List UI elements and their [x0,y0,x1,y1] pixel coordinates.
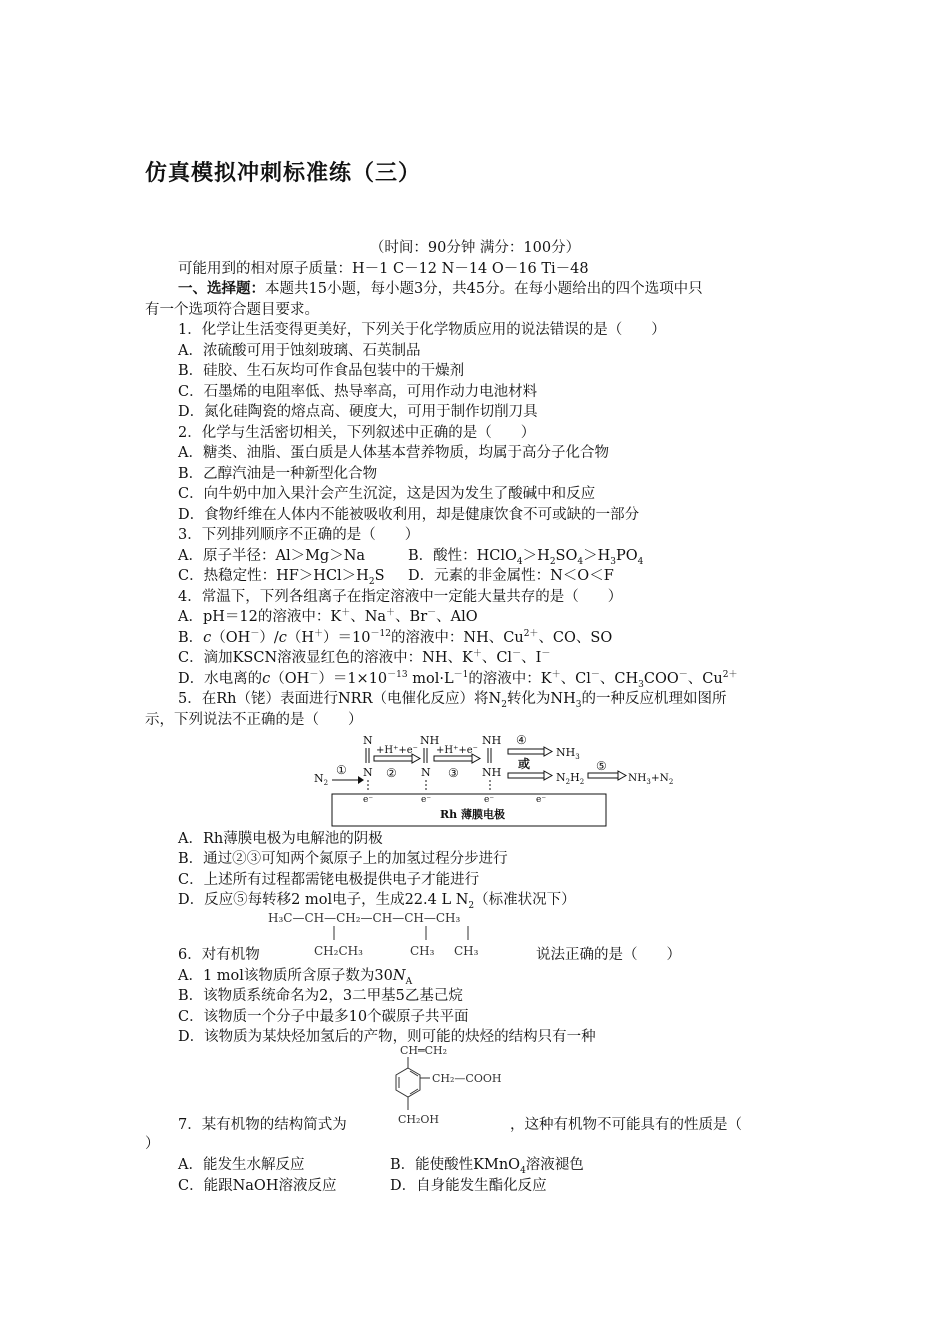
q4-b-sup: ＋ [314,629,324,640]
q4-option-d [178,669,737,689]
step1-label: ① [336,763,347,777]
q6-option-c: C．该物质一个分子中最多10个碳原子共平面 [178,1009,469,1025]
q6-a-text: A．1 mol该物质所含原子数为30 [178,968,393,984]
q5-stem-sub: 2 [501,699,507,710]
rh-electrode-label: Rh 薄膜电极 [440,808,505,821]
q4-a-text: A．pH＝12的溶液中：K [178,609,342,625]
q4-c-text: 、Cl [481,650,513,666]
q4-b-sup: －12 [370,629,391,640]
q4-a-text: 、Br [395,609,428,625]
q4-d-sub: 3 [638,679,644,690]
q4-b-italic: c [278,630,287,646]
q7-stem-c: ） [145,1136,160,1152]
q7-stem-b: ，这种有机物不可能具有的性质是（ [510,1117,742,1133]
step2-reagent: +H⁺+e⁻ [376,745,418,756]
q3-option-b [408,546,643,566]
q2-option-d: D．食物纤维在人体内不能被吸收利用，却是健康饮食不可或缺的一部分 [178,507,640,523]
q4-d-text: 的溶液中：K [468,671,552,687]
q4-d-sup: －13 [387,670,408,681]
q4-b-italic: c [203,630,212,646]
q7-option-a: A．能发生水解反应 [178,1157,305,1173]
q6-option-b: B．该物质系统命名为2，3二甲基5乙基己烷 [178,988,463,1004]
section-text-a: 本题共15小题，每小题3分，共45分。在每小题给出的四个选项中只 [265,281,703,297]
q6-stem-b: 说法正确的是（ ） [536,947,681,963]
q4-b-text: 的溶液中：NH、Cu [390,630,524,646]
q3-b-sub: 4 [637,556,644,567]
q3-option-a: A．原子半径：Al＞Mg＞Na [178,548,366,564]
q3-b-text: PO [616,548,638,564]
benzene-ring [396,1068,420,1097]
step2-label: ② [386,766,397,780]
q5-stem-line2: 示，下列说法不正确的是（ ） [145,712,363,728]
q3-option-c [178,566,385,586]
q4-b-text: （OH [211,630,251,646]
q1-option-c: C．石墨烯的电阻率低、热导率高，可用作动力电池材料 [178,384,538,400]
q7-vinyl-group: CH═CH₂ [400,1044,448,1057]
q3-b-text: ＞H [583,548,611,564]
q4-c-sup: ＋ [472,649,482,660]
q7-b-text: 溶液褪色 [525,1157,584,1173]
q4-b-text: 、CO、SO [538,630,613,646]
q3-b-sub: 2 [549,556,556,567]
q4-d-sup: －1 [453,670,469,681]
q4-b-text: B． [178,630,204,646]
q3-b-text: SO [555,548,578,564]
q4-d-text: 、CH [599,671,639,687]
step3-reagent: +H⁺+e⁻ [436,745,478,756]
nrr-mechanism-diagram [310,730,680,830]
q3-b-sub: 4 [516,556,523,567]
nh-top2: NH [482,734,502,747]
step4-label: ④ [516,733,527,747]
step5-arrow [588,771,626,780]
q5-d-sub: 2 [468,900,475,911]
q4-b-text: ）/ [259,630,279,646]
q5-stem-text: 5．在Rh（铑）表面进行NRR（电催化反应）将N [178,691,502,707]
q4-b-text: ）＝10 [323,630,371,646]
q6-option-d: D．该物质为某炔烃加氢后的产物，则可能的炔烃的结构只有一种 [178,1029,596,1045]
q4-option-b [178,628,612,648]
q7-option-d: D．自身能发生酯化反应 [390,1178,547,1194]
q4-c-text: C．滴加KSCN溶液显红色的溶液中：NH、K [178,650,473,666]
q6-sub-ethyl: CH₂CH₃ [314,944,363,958]
electron-4: e⁻ [536,795,547,805]
q4-c-text: 、I [521,650,542,666]
q6-stem-a: 6．对有机物 [178,947,260,963]
q3-b-sub: 3 [610,556,616,567]
q3-b-text: ＞H [522,548,550,564]
q5-option-c: C．上述所有过程都需铑电极提供电子才能进行 [178,872,480,888]
q6-sub-methyl2: CH₃ [454,944,479,958]
q6-structure [268,906,538,966]
q4-d-text: COO [643,671,679,687]
q4-d-sup: － [590,670,600,681]
q5-option-b: B．通过②③可知两个氮原子上的加氢过程分步进行 [178,851,508,867]
q5-stem-line1 [178,689,727,709]
nh-bottom: NH [482,766,502,779]
q4-d-text: mol·L [407,671,454,687]
nh-top: NH [420,734,440,747]
q4-stem: 4．常温下，下列各组离子在指定溶液中一定能大量共存的是（ ） [178,589,623,605]
q6-a-italic: N [392,968,406,984]
q2-option-b: B．乙醇汽油是一种新型化合物 [178,466,378,482]
step1-arrow [332,776,364,784]
q6-option-a [178,966,412,986]
q4-d-text: D．水电离的 [178,671,263,687]
nh3-product: $NH_3$ [556,746,580,761]
q5-option-a: A．Rh薄膜电极为电解池的阴极 [178,831,383,847]
q3-b-sub: 4 [577,556,584,567]
electron-1: e⁻ [363,795,374,805]
atomic-masses: 可能用到的相对原子质量：H－1 C－12 N－14 O－16 Ti－48 [178,261,589,277]
q7-b-sub: 4 [520,1165,526,1176]
q4-d-text: （OH [270,671,310,687]
n-top: N [363,734,373,747]
q7-structure [392,1042,522,1132]
q4-d-text: 、Cu [687,671,723,687]
q4-a-text: 、AlO [436,609,478,625]
q7-option-b [390,1155,584,1175]
q4-c-sup: － [512,649,522,660]
q4-b-text: （H [286,630,315,646]
q5-stem-sub: 3 [575,699,582,710]
n-bottom: N [363,766,373,779]
q6-main-chain: H₃C—CH—CH₂—CH—CH—CH₃ [268,911,461,925]
or-label: 或 [518,757,531,771]
q3-c-text: C．热稳定性：HF＞HCl＞H [178,568,369,584]
q2-option-c: C．向牛奶中加入果汁会产生沉淀，这是因为发生了酸碱中和反应 [178,486,596,502]
step5-label: ⑤ [596,759,607,773]
q4-option-c [178,648,550,668]
q5-d-text: D．反应⑤每转移2 mol电子，生成22.4 L N [178,892,469,908]
q3-option-d: D．元素的非金属性：N＜O＜F [408,568,614,584]
final-products: $NH_3+N_2$ [628,772,674,786]
electron-2: e⁻ [421,795,432,805]
q3-stem: 3．下列排列顺序不正确的是（ ） [178,527,420,543]
q2-option-a: A．糖类、油脂、蛋白质是人体基本营养物质，均属于高分子化合物 [178,445,609,461]
q7-stem-a: 7．某有机物的结构简式为 [178,1117,347,1133]
q3-c-text: S [374,568,385,584]
q4-d-sup: － [309,670,319,681]
q7-acid-group: CH₂—COOH [432,1072,502,1085]
q4-d-italic: c [262,671,271,687]
q4-b-sup: 2＋ [523,629,539,640]
time-info: （时间：90分钟 满分：100分） [369,240,581,256]
q2-stem: 2．化学与生活密切相关，下列叙述中正确的是（ ） [178,425,536,441]
q4-a-sup: － [427,608,437,619]
step4-arrow [508,747,552,756]
q4-d-sup: ＋ [551,670,561,681]
section-heading [178,279,703,299]
q4-b-sup: － [250,629,260,640]
q3-b-text: B．酸性：HClO [408,548,517,564]
electron-3: e⁻ [484,795,495,805]
n-mid: N [421,766,431,779]
q6-sub-methyl1: CH₃ [410,944,435,958]
q4-a-text: 、Na [350,609,387,625]
page-title: 仿真模拟冲刺标准练（三） [145,160,422,186]
section-text-b: 有一个选项符合题目要求。 [145,302,319,318]
section-label: 一、选择题： [178,280,265,297]
step3-label: ③ [448,766,459,780]
q5-d-text: （标准状况下） [474,892,576,908]
q4-a-sup: ＋ [341,608,351,619]
step4b-arrow [508,771,552,780]
q5-stem-text: 转化为NH [506,691,576,707]
q7-hydroxymethyl-group: CH₂OH [398,1113,440,1126]
q1-option-a: A．浓硫酸可用于蚀刻玻璃、石英制品 [178,343,421,359]
q5-stem-text: 的一种反应机理如图所 [581,691,727,707]
q4-option-a [178,607,478,627]
q4-d-text: ）＝1×10 [318,671,388,687]
n2h2-product: $N_2H_2$ [556,771,585,786]
n2-label: $N_2$ [314,772,329,787]
q3-c-sub: 2 [368,576,375,587]
q4-c-sup: － [541,649,551,660]
q4-d-text: 、Cl [560,671,591,687]
q4-d-sup: － [678,670,688,681]
q1-option-d: D．氮化硅陶瓷的熔点高、硬度大，可用于制作切削刀具 [178,404,538,420]
q6-a-sub: A [405,976,413,987]
q7-b-text: B．能使酸性KMnO [390,1157,521,1173]
q1-option-b: B．硅胶、生石灰均可作食品包装中的干燥剂 [178,363,465,379]
q1-stem: 1．化学让生活变得更美好，下列关于化学物质应用的说法错误的是（ ） [178,322,666,338]
q4-d-sup: 2＋ [722,670,738,681]
q4-a-sup: ＋ [386,608,396,619]
q7-option-c: C．能跟NaOH溶液反应 [178,1178,337,1194]
